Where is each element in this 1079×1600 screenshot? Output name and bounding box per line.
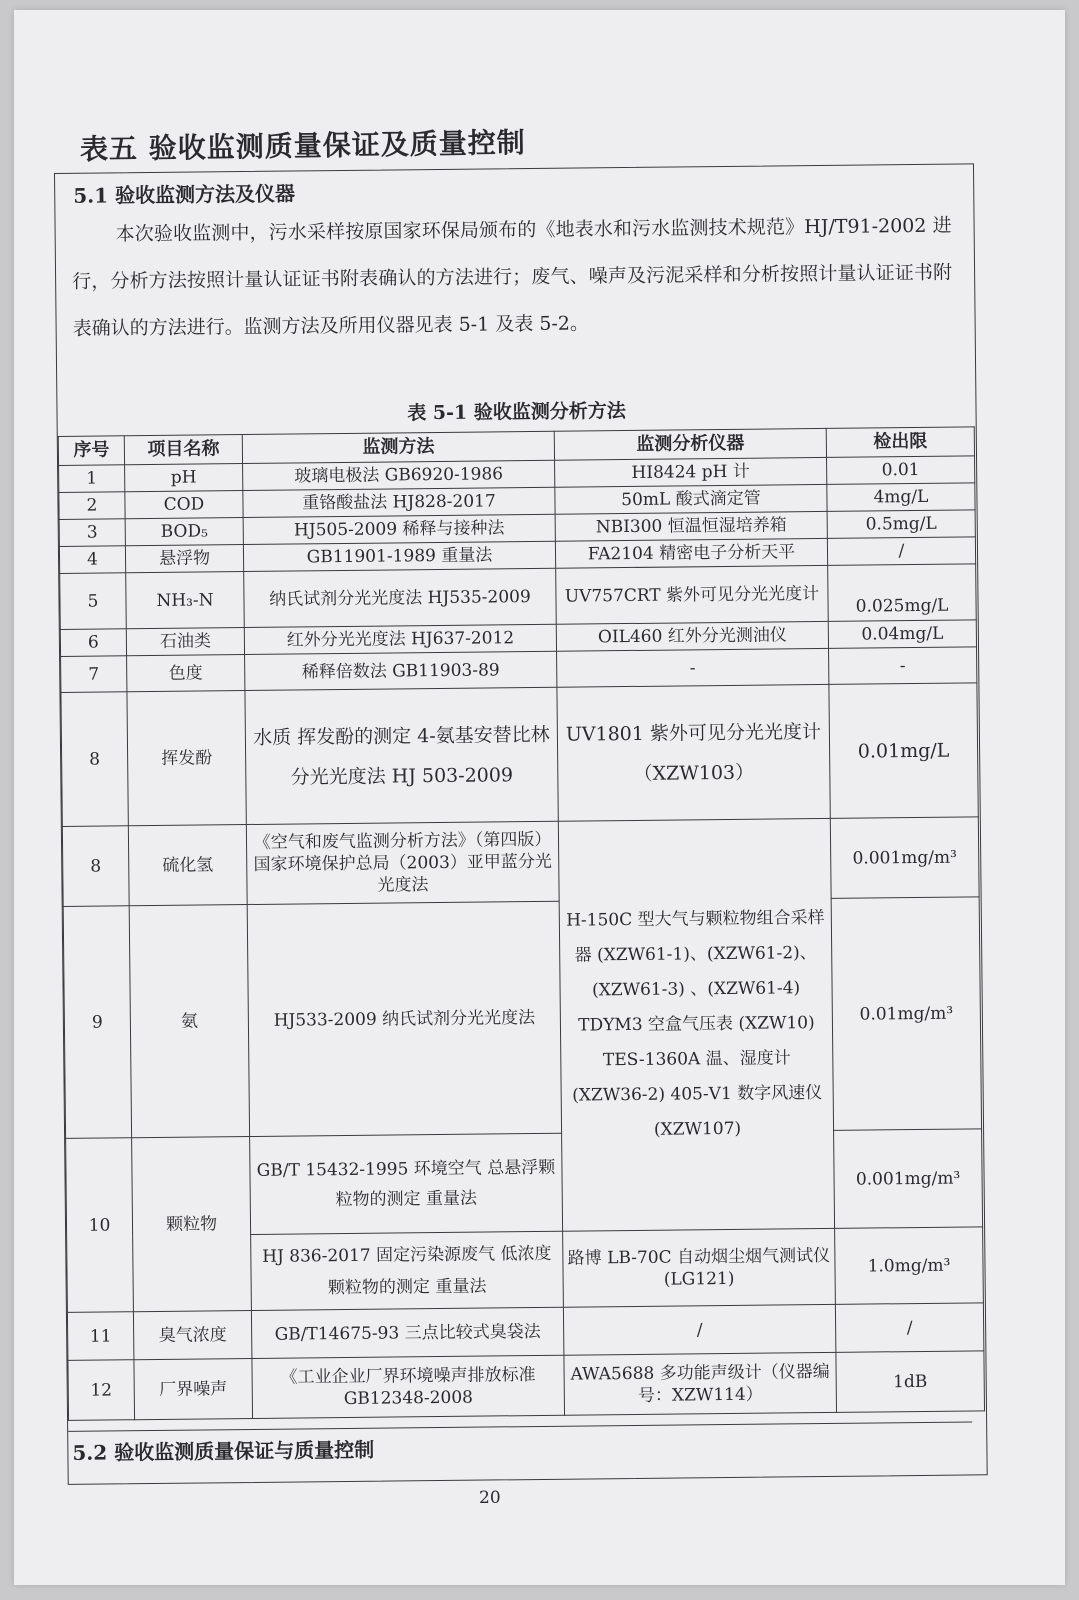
cell-item: BOD₅ [125,518,243,546]
cell-method: 红外分光光度法 HJ637-2012 [244,624,556,654]
cell-limit: 0.01mg/m³ [831,897,981,1131]
table-row [66,1129,983,1237]
cell-item: 色度 [127,655,245,692]
cell-no: 4 [59,546,125,574]
cell-limit: 0.5mg/L [827,510,975,539]
cell-method: 《工业企业厂界环境噪声排放标准 GB12348-2008 [252,1355,565,1418]
cell-limit: 4mg/L [827,483,975,512]
table-title: 表 5-1 验收监测分析方法 [407,400,626,425]
cell-method: 纳氏试剂分光光度法 HJ535-2009 [244,568,557,627]
cell-no: 8 [61,692,128,827]
cell-item: 硫化氢 [128,825,247,906]
header-no: 序号 [58,436,124,466]
cell-instrument: 路博 LB-70C 自动烟尘烟气测试仪(LG121) [563,1228,836,1307]
cell-no: 5 [60,573,127,630]
cell-no: 11 [67,1312,133,1361]
cell-limit: 0.04mg/L [828,620,976,649]
cell-method: 《空气和废气监测分析方法》（第四版）国家环境保护总局（2003）亚甲蓝分光光度法 [246,821,559,904]
cell-item: COD [125,491,243,519]
cell-no: 12 [68,1360,135,1421]
cell-method: HJ 836-2017 固定污染源废气 低浓度颗粒物的测定 重量法 [251,1231,564,1310]
cell-item: 颗粒物 [132,1137,252,1312]
page-number: 20 [479,1488,501,1508]
header-item: 项目名称 [124,435,242,465]
cell-instrument: UV1801 紫外可见分光光度计（XZW103） [557,684,830,821]
cell-limit: 1dB [836,1351,985,1413]
cell-no: 6 [60,629,126,657]
section-5-1-paragraph: 本次验收监测中，污水采样按原国家环保局颁布的《地表水和污水监测技术规范》HJ/T91-2002 进行，分析方法按照计量认证证书附表确认的方法进行；废气、噪声及污泥采样和分析按照计量认证证书附表确认的方法进行。监测方法及所用仪器见表 5-1 及表 5-2。 [72,214,953,340]
cell-instrument: HI8424 pH 计 [555,457,827,487]
table-row [60,564,977,630]
cell-item: pH [125,464,243,492]
cell-method: 水质 挥发酚的测定 4-氨基安替比林分光光度法 HJ 503-2009 [245,687,558,824]
cell-item: NH₃-N [126,572,245,629]
cell-no: 7 [61,656,127,693]
cell-limit: 1.0mg/m³ [835,1227,984,1305]
cell-limit: 0.01mg/L [829,683,978,819]
cell-item: 氨 [129,905,249,1138]
header-instrument: 监测分析仪器 [554,428,826,460]
cell-instrument: FA2104 精密电子分析天平 [555,538,827,568]
table-row [68,1351,985,1421]
cell-no: 10 [66,1138,134,1313]
table-row [61,683,978,827]
cell-limit: / [835,1303,983,1353]
cell-item: 石油类 [126,628,244,656]
cell-method: 稀释倍数法 GB11903-89 [245,651,557,690]
header-limit: 检出限 [826,427,974,458]
header-method: 监测方法 [242,431,554,463]
section-5-1-heading: 5.1 验收监测方法及仪器 [73,181,296,208]
cell-item: 臭气浓度 [133,1310,251,1359]
cell-method: GB/T14675-93 三点比较式臭袋法 [251,1307,563,1358]
cell-no: 3 [59,519,125,547]
page-title: 表五 验收监测质量保证及质量控制 [79,126,526,166]
cell-limit: 0.001mg/m³ [834,1129,983,1229]
content-frame [54,163,988,1485]
cell-no: 9 [63,906,131,1139]
cell-item: 厂界噪声 [134,1358,253,1419]
section-5-2-heading: 5.2 验收监测质量保证与质量控制 [68,1421,972,1477]
cell-limit: 0.025mg/L [828,564,977,622]
cell-method: HJ533-2009 纳氏试剂分光光度法 [247,901,561,1136]
cell-limit: - [829,647,977,685]
methods-table [58,426,985,1421]
cell-limit: 0.001mg/m³ [830,817,979,899]
cell-no: 8 [62,826,129,907]
table-row [63,897,981,1139]
cell-instrument: AWA5688 多功能声级计（仪器编号：XZW114） [564,1352,837,1415]
cell-instrument: OIL460 红外分光测油仪 [556,621,828,651]
cell-item: 挥发酚 [127,691,246,826]
cell-instrument: UV757CRT 紫外可见分光光度计 [556,565,829,624]
cell-method: 玻璃电极法 GB6920-1986 [243,460,555,490]
cell-instrument: 50mL 酸式滴定管 [555,484,827,514]
cell-no: 1 [59,465,125,493]
cell-method: GB/T 15432-1995 环境空气 总悬浮颗粒物的测定 重量法 [250,1133,563,1234]
cell-instrument: NBI300 恒温恒湿培养箱 [555,511,827,541]
cell-instrument: - [557,648,829,687]
cell-method: GB11901-1989 重量法 [243,541,555,571]
cell-item: 悬浮物 [125,545,243,573]
document-page [14,10,1065,1585]
cell-no: 2 [59,492,125,520]
cell-instrument-shared: H-150C 型大气与颗粒物组合采样器 (XZW61-1)、(XZW61-2)、(XZW61-3) 、(XZW61-4) TDYM3 空盒气压表 (XZW10) TES-1360A 温、湿度计 (XZW36-2) 405-V1 数字风速仪(XZW107) [558,818,834,1231]
cell-limit: 0.01 [827,456,975,485]
table-row [62,817,979,907]
cell-method: 重铬酸盐法 HJ828-2017 [243,487,555,517]
cell-instrument: / [563,1304,835,1355]
cell-limit: / [827,537,975,566]
cell-method: HJ505-2009 稀释与接种法 [243,514,555,544]
